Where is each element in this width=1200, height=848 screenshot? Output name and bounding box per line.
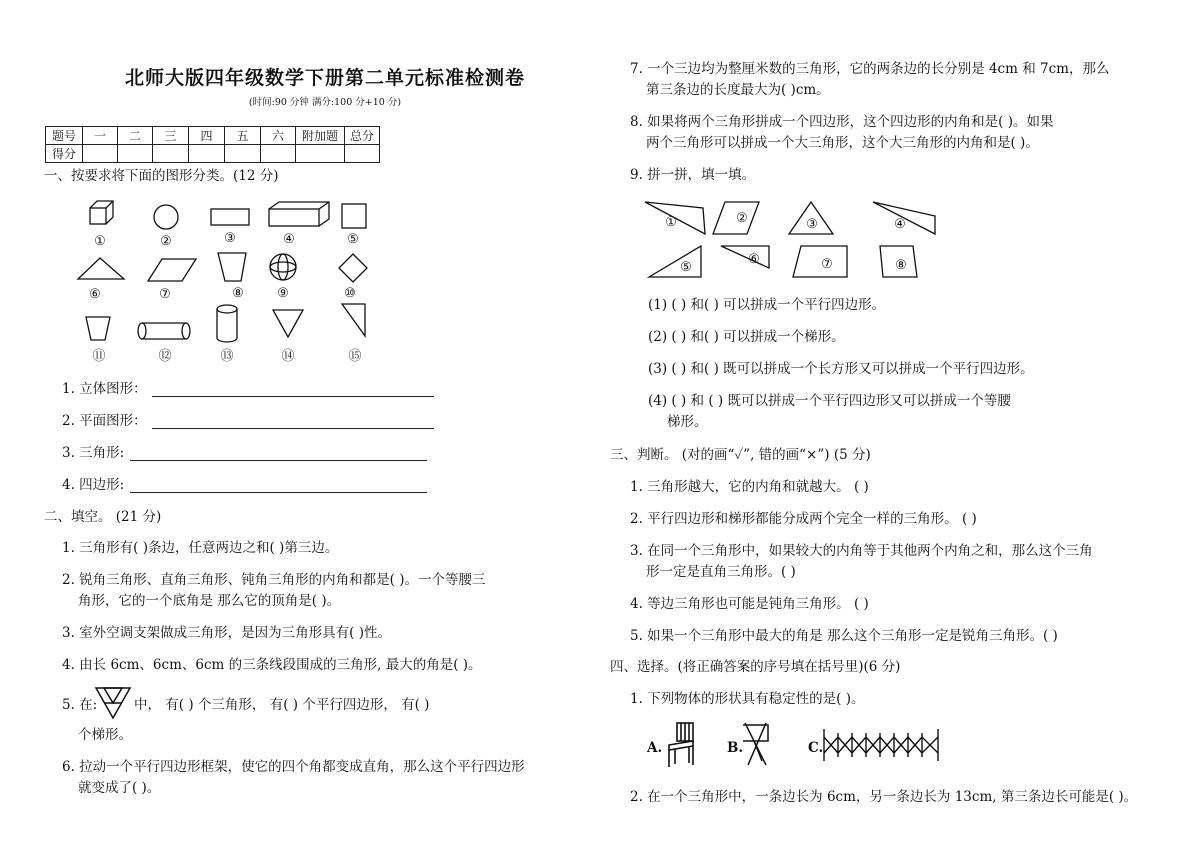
easel-icon [740,721,772,769]
piece-label: ② [736,211,748,226]
shape-label: ⑫ [158,349,172,364]
fill-q4: 4. 由长 6cm、6cm、6cm 的三条线段围成的三角形, 最大的角是( )。 [62,657,482,673]
shape-label: ⑮ [348,349,362,364]
cylinder-shape [138,323,190,339]
fill-q7-line2: 第三条边的长度最大为( )cm。 [646,82,830,98]
score-cell: 二 [118,127,153,145]
piece-label: ⑥ [748,252,760,267]
shape-label: ⑨ [277,286,289,301]
score-cell: 题号 [46,127,83,145]
fill-q9-part1: (1) ( ) 和( ) 可以拼成一个平行四边形。 [648,297,886,313]
shape-label: ⑤ [347,232,359,247]
shape-label: ① [94,234,106,249]
choice-q2: 2. 在一个三角形中，一条边长为 6cm，另一条边长为 13cm, 第三条边长可能是( )。 [630,789,1138,805]
score-entry-cell[interactable] [153,145,189,163]
fill-q5-line2: 个梯形。 [78,727,132,743]
circle-shape [154,205,178,229]
option-a-label: A. [647,740,663,756]
fill-q2-line2: 角形，它的一个底角是 那么它的顶角是( )。 [78,593,341,609]
fill-q5-text: 中， 有( ) 个三角形， 有( ) 个平行四边形， 有( ) [134,697,430,713]
judge-q4: 4. 等边三角形也可能是钝角三角形。 ( ) [630,596,869,612]
puzzle-piece [721,246,769,268]
judge-q5: 5. 如果一个三角形中最大的角是 那么这个三角形一定是锐角三角形。( ) [630,628,1058,644]
score-entry-cell[interactable] [189,145,225,163]
classify-q1-label: 1. 立体图形： [62,381,147,397]
judge-q1: 1. 三角形越大，它的内角和就越大。 ( ) [630,479,869,495]
piece-label: ④ [894,217,906,232]
shape-label: ② [160,234,172,249]
answer-line[interactable] [130,492,427,493]
piece-label: ① [665,215,677,230]
shape-label: ③ [224,231,236,246]
piece-label: ③ [806,217,818,232]
sphere-shape [270,254,296,280]
score-entry-cell[interactable] [296,145,345,163]
shape-label: ⑥ [89,287,101,302]
puzzle-pieces-figure [643,198,943,282]
puzzle-piece [793,246,847,277]
fill-q9-part3: (3) ( ) 和( ) 既可以拼成一个长方形又可以拼成一个平行四边形。 [648,361,1034,377]
judge-q2: 2. 平行四边形和梯形都能分成两个完全一样的三角形。 ( ) [630,511,977,527]
answer-line[interactable] [130,460,427,461]
score-cell: 五 [225,127,261,145]
score-entry-cell[interactable] [118,145,153,163]
cuboid-shape [269,202,329,226]
fill-q9-part4-line2: 梯形。 [667,414,708,430]
right-triangle-shape [342,304,365,336]
cube-shape [90,201,113,224]
fill-q5-prefix: 5. 在: [62,697,98,713]
piece-label: ⑤ [680,260,692,275]
square-shape [342,204,366,228]
answer-line[interactable] [152,396,434,397]
fill-q9-part2: (2) ( ) 和( ) 可以拼成一个梯形。 [648,329,845,345]
page-subtitle: (时间:90 分钟 满分:100 分+10 分) [248,97,402,108]
parallelogram-shape [148,259,196,281]
shape-label: ⑪ [92,349,106,364]
score-entry-cell[interactable] [225,145,261,163]
trapezoid-shape [86,317,110,340]
fill-q8-line2: 两个三角形可以拼成一个大三角形，这个大三角形的内角和是( )。 [646,135,1039,151]
fill-q7-line1: 7. 一个三边均为整厘米数的三角形，它的两条边的长分别是 4cm 和 7cm，那么 [630,61,1110,77]
fill-q2-line1: 2. 锐角三角形、直角三角形、钝角三角形的内角和都是( )。一个等腰三 [62,572,486,588]
answer-line[interactable] [152,428,434,429]
shape-label: ⑭ [281,349,295,364]
score-cell: 四 [189,127,225,145]
score-cell: 总分 [345,127,380,145]
triangle-shape [78,258,124,279]
fill-q8-line1: 8. 如果将两个三角形拼成一个四边形，这个四边形的内角和是( )。如果 [630,114,1054,130]
classify-q3-label: 3. 三角形: [62,445,125,461]
score-cell: 一 [83,127,118,145]
score-table-score-row [46,145,380,163]
shape-label: ⑩ [344,286,356,301]
section-4-heading: 四、选择。(将正确答案的序号填在括号里)(6 分) [610,659,901,675]
rhombus-shape [339,254,367,282]
option-b-label: B. [727,740,744,756]
judge-q3-line1: 3. 在同一个三角形中，如果较大的内角等于其他两个内角之和，那么这个三角 [630,543,1093,559]
score-cell: 附加题 [296,127,345,145]
score-cell: 六 [261,127,296,145]
chair-icon [663,721,699,769]
scissor-gate-icon [822,727,942,767]
inverted-triangle-shape [273,310,303,337]
piece-label: ⑦ [821,257,833,272]
page-title: 北师大版四年级数学下册第二单元标准检测卷 [124,67,525,89]
score-cell: 得分 [46,145,83,163]
cylinder-upright-shape [217,305,237,342]
classify-q4-label: 4. 四边形: [62,477,125,493]
fill-q6-line1: 6. 拉动一个平行四边形框架，使它的四个角都变成直角，那么这个平行四边形 [62,759,525,775]
fill-q9: 9. 拼一拼，填一填。 [630,167,756,183]
score-entry-cell[interactable] [83,145,118,163]
score-entry-cell[interactable] [345,145,380,163]
fill-q1: 1. 三角形有( )条边，任意两边之和( )第三边。 [62,540,339,556]
shape-label: ④ [283,232,295,247]
puzzle-piece [649,246,701,277]
shape-label: ⑬ [220,349,234,364]
section-2-heading: 二、填空。 (21 分) [44,509,162,525]
section-3-heading: 三、判断。 (对的画“✓”, 错的画“×”) (5 分) [610,447,871,463]
score-cell: 三 [153,127,189,145]
triangle-figure-icon [94,686,134,720]
score-entry-cell[interactable] [261,145,296,163]
score-table-header-row [46,127,380,145]
choice-q1: 1. 下列物体的形状具有稳定性的是( )。 [630,691,865,707]
trapezoid-shape [218,253,246,281]
fill-q6-line2: 就变成了( )。 [78,780,161,796]
score-table [45,126,380,163]
shape-label: ⑧ [232,286,244,301]
section-1-heading: 一、按要求将下面的图形分类。(12 分) [44,168,279,184]
shape-label: ⑦ [159,287,171,302]
judge-q3-line2: 形一定是直角三角形。( ) [646,564,796,580]
fill-q3: 3. 室外空调支架做成三角形，是因为三角形具有( )性。 [62,625,391,641]
fill-q9-part4-line1: (4) ( ) 和 ( ) 既可以拼成一个平行四边形又可以拼成一个等腰 [648,393,1011,409]
classify-q2-label: 2. 平面图形： [62,413,147,429]
option-c-label: C. [808,740,824,756]
rectangle-shape [211,209,249,225]
piece-label: ⑧ [895,258,907,273]
shapes-figure [70,195,430,375]
